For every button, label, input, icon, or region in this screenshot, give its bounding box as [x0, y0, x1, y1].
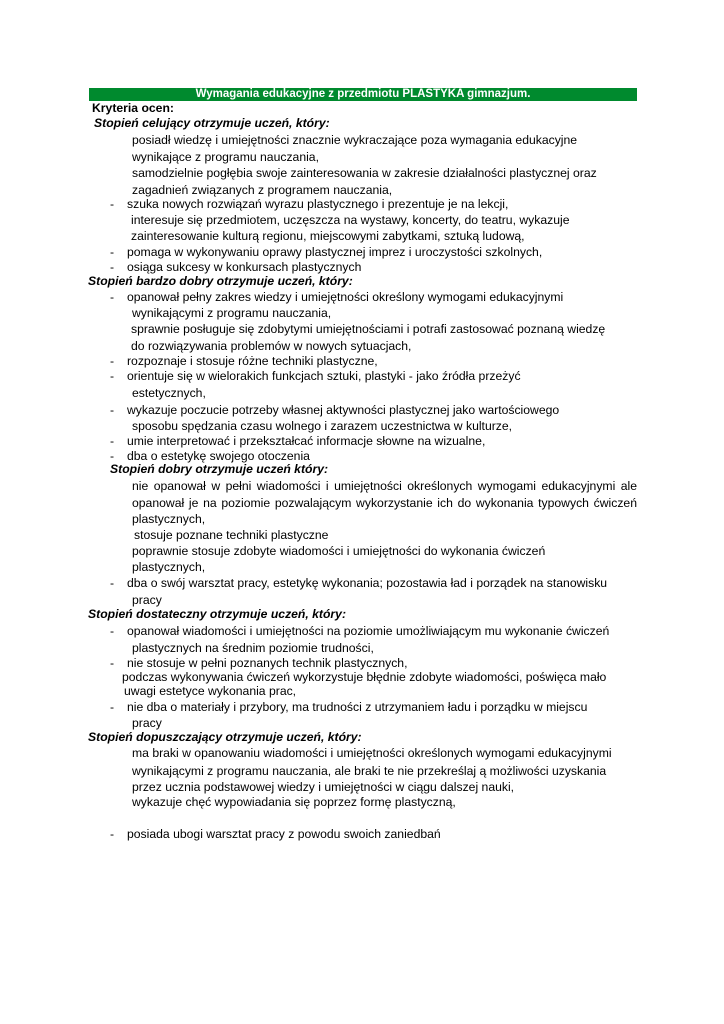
bullet-dash: -	[110, 624, 115, 638]
text-line: pomaga w wykonywaniu oprawy plastycznej imprez i uroczystości szkolnych,	[127, 245, 543, 259]
text-line: ma braki w opanowaniu wiadomości i umiejętności określonych wymogami edukacyjnymi	[132, 746, 612, 760]
text-line: zagadnień związanych z programem nauczania,	[132, 183, 393, 197]
text-line: stosuje poznane techniki plastyczne	[134, 528, 329, 542]
text-line: plastycznych na średnim poziomie trudności,	[132, 641, 374, 655]
text-line: estetycznych,	[132, 386, 206, 400]
text-line: sposobu spędzania czasu wolnego i zarazem uczestnictwa w kulturze,	[132, 419, 513, 433]
text-line: sprawnie posługuje się zdobytymi umiejętnościami i potrafi zastosować poznaną wiedzę	[131, 322, 606, 336]
bullet-dash: -	[110, 576, 115, 590]
text-line: do rozwiązywania problemów w nowych sytuacjach,	[131, 339, 412, 353]
bullet-dash: -	[110, 434, 115, 448]
grade-heading-dopuszczajacy: Stopień dopuszczający otrzymuje uczeń, który:	[88, 730, 362, 744]
bullet-dash: -	[110, 369, 115, 383]
text-line: wynikającymi z programu nauczania, ale braki te nie przekreślaj ą możliwości uzyskania	[132, 764, 607, 778]
bullet-dash: -	[110, 260, 115, 274]
bullet-dash: -	[110, 700, 115, 714]
text-line: przez ucznia podstawowej wiedzy i umiejętności w ciągu dalszej nauki,	[132, 780, 515, 794]
text-line: dba o swój warsztat pracy, estetykę wykonania; pozostawia ład i porządek na stanowisku	[127, 576, 608, 590]
text-line: wykazuje chęć wypowiadania się poprzez formę plastyczną,	[132, 795, 456, 809]
text-line: osiąga sukcesy w konkursach plastycznych	[127, 260, 362, 274]
grade-heading-dobry: Stopień dobry otrzymuje uczeń który:	[110, 462, 329, 476]
text-line: opanował wiadomości i umiejętności na poziomie umożliwiającym mu wykonanie ćwiczeń	[127, 624, 610, 638]
text-line: poprawnie stosuje zdobyte wiadomości i umiejętności do wykonania ćwiczeń	[132, 544, 546, 558]
text-line: szuka nowych rozwiązań wyrazu plastycznego i prezentuje je na lekcji,	[127, 197, 509, 211]
text-line: pracy	[132, 593, 162, 607]
text-line: nie stosuje w pełni poznanych technik plastycznych,	[127, 656, 408, 670]
text-line: interesuje się przedmiotem, uczęszcza na wystawy, koncerty, do teatru, wykazuje	[131, 213, 570, 227]
criteria-label: Kryteria ocen:	[92, 101, 174, 115]
text-line: podczas wykonywania ćwiczeń wykorzystuje błędnie zdobyte wiadomości, poświęca mało	[122, 670, 607, 684]
text-line: pracy	[132, 716, 162, 730]
bullet-dash: -	[110, 403, 115, 417]
text-line: posiadł wiedzę i umiejętności znacznie wykraczające poza wymagania edukacyjne	[132, 133, 578, 147]
bullet-dash: -	[110, 449, 115, 463]
text-line: posiada ubogi warsztat pracy z powodu swoich zaniedbań	[127, 827, 441, 841]
text-line: uwagi estetyce wykonania prac,	[124, 684, 297, 698]
text-line: nie dba o materiały i przybory, ma trudności z utrzymaniem ładu i porządku w miejscu	[127, 700, 588, 714]
document-title: Wymagania edukacyjne z przedmiotu PLASTYKA gimnazjum.	[89, 88, 637, 101]
text-line: opanował pełny zakres wiedzy i umiejętności określony wymogami edukacyjnymi	[127, 290, 564, 304]
text-line: opanował je na poziomie pozwalającym wykorzystanie ich do wykonania typowych ćwiczeń	[132, 496, 637, 510]
text-line: wykazuje poczucie potrzeby własnej aktywności plastycznej jako wartościowego	[127, 403, 560, 417]
bullet-dash: -	[110, 656, 115, 670]
bullet-dash: -	[110, 197, 115, 211]
text-line: orientuje się w wielorakich funkcjach sztuki, plastyki - jako źródła przeżyć	[127, 369, 521, 383]
bullet-dash: -	[110, 354, 115, 368]
bullet-dash: -	[110, 245, 115, 259]
text-line: dba o estetykę swojego otoczenia	[127, 449, 310, 463]
text-line: wynikające z programu nauczania,	[132, 150, 319, 164]
text-line: rozpoznaje i stosuje różne techniki plastyczne,	[127, 354, 378, 368]
bullet-dash: -	[110, 290, 115, 304]
text-line: zainteresowanie kulturą regionu, miejscowymi zabytkami, sztuką ludową,	[131, 229, 525, 243]
text-line: plastycznych,	[132, 512, 206, 526]
text-line: wynikającymi z programu nauczania,	[132, 306, 332, 320]
grade-heading-bardzo-dobry: Stopień bardzo dobry otrzymuje uczeń, który:	[88, 274, 353, 288]
text-line: samodzielnie pogłębia swoje zainteresowania w zakresie działalności plastycznej oraz	[132, 166, 597, 180]
grade-heading-celujacy: Stopień celujący otrzymuje uczeń, który:	[94, 116, 330, 130]
grade-heading-dostateczny: Stopień dostateczny otrzymuje uczeń, który:	[88, 607, 347, 621]
text-line: umie interpretować i przekształcać informacje słowne na wizualne,	[127, 434, 486, 448]
bullet-dash: -	[110, 827, 115, 841]
text-line: nie opanował w pełni wiadomości i umiejętności określonych wymogami edukacyjnymi ale	[132, 479, 637, 493]
text-line: plastycznych,	[132, 560, 206, 574]
